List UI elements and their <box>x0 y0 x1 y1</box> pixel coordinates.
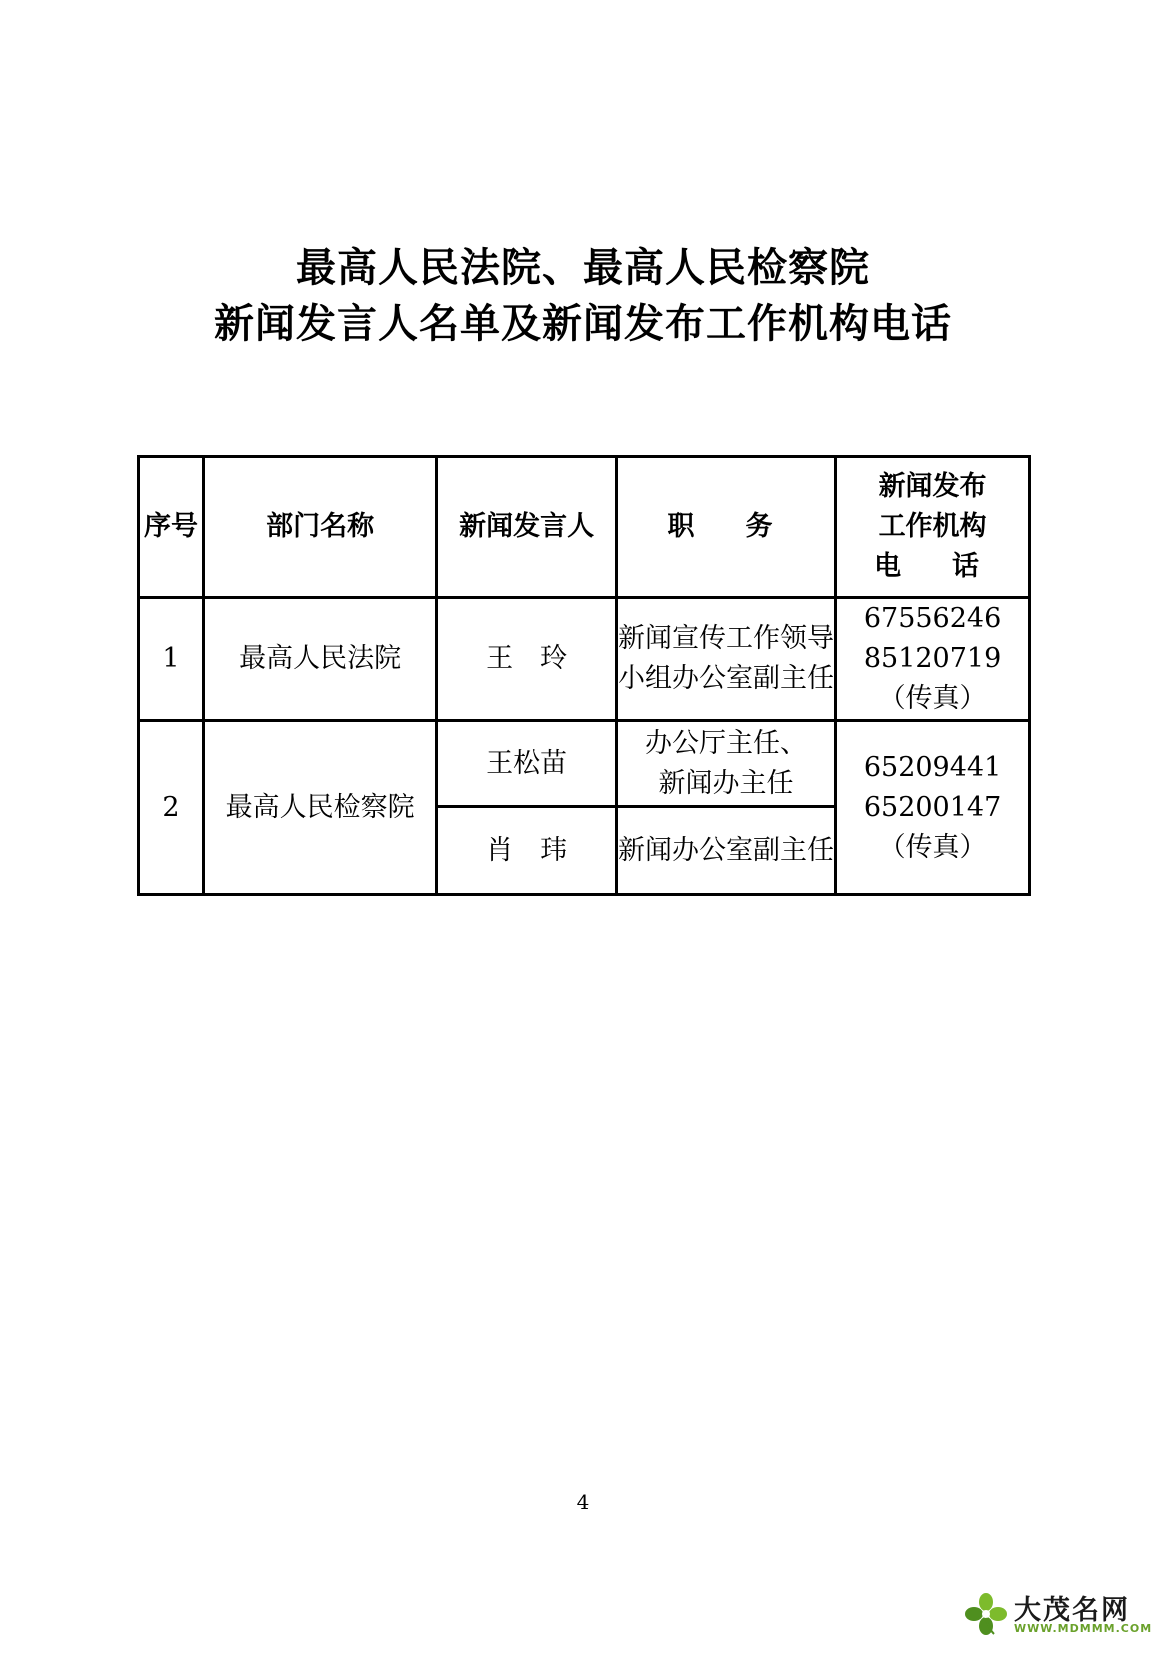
row2-phone <box>836 721 1030 895</box>
row2-phone-line1: 65209441 <box>863 751 1002 783</box>
site-watermark <box>964 1588 1153 1640</box>
row2a-position-line1: 办公厅主任、 <box>645 727 808 759</box>
row1-phone <box>836 598 1030 721</box>
document-title-line2: 新闻发言人名单及新闻发布工作机构电话 <box>214 300 952 347</box>
row2-dept: 最高人民检察院 <box>203 721 436 895</box>
row2a-spokesperson: 王松苗 <box>437 721 617 807</box>
header-phone <box>836 457 1030 598</box>
header-dept: 部门名称 <box>203 457 436 598</box>
row2-no: 2 <box>139 721 204 895</box>
header-position-label: 职 务 <box>667 511 785 542</box>
row2b-position: 新闻办公室副主任 <box>616 807 835 895</box>
header-spokesperson: 新闻发言人 <box>437 457 617 598</box>
header-position <box>616 457 835 598</box>
row2-phone-line2: 65200147 <box>863 791 1002 823</box>
page-number: 4 <box>576 1490 590 1514</box>
clover-logo-icon <box>964 1592 1008 1636</box>
row1-no: 1 <box>139 598 204 721</box>
row1-position <box>616 598 835 721</box>
row1-phone-line3: （传真） <box>878 683 987 714</box>
row2b-spokesperson: 肖 玮 <box>437 807 617 895</box>
row1-phone-line2: 85120719 <box>863 643 1002 674</box>
spokesperson-table <box>137 455 1031 896</box>
row2-phone-line3: （传真） <box>878 831 987 863</box>
row1-position-line1: 新闻宣传工作领导 <box>618 623 835 654</box>
header-phone-line3: 电 话 <box>874 551 992 582</box>
document-title-line1: 最高人民法院、最高人民检察院 <box>296 244 870 291</box>
row1-position-line2: 小组办公室副主任 <box>618 663 835 694</box>
header-phone-line1: 新闻发布 <box>878 471 987 502</box>
table-row <box>139 598 1030 721</box>
table-row <box>139 721 1030 807</box>
watermark-url: WWW.MDMMM.COM <box>1014 1622 1153 1635</box>
watermark-name: 大茂名网 <box>1014 1595 1130 1626</box>
row1-phone-line1: 67556246 <box>863 603 1002 634</box>
header-no: 序号 <box>139 457 204 598</box>
header-phone-line2: 工作机构 <box>878 511 987 542</box>
table-header-row <box>139 457 1030 598</box>
row1-dept: 最高人民法院 <box>203 598 436 721</box>
row2a-position-line2: 新闻办主任 <box>658 767 794 799</box>
row1-spokesperson: 王 玲 <box>437 598 617 721</box>
row2a-position <box>616 721 835 807</box>
